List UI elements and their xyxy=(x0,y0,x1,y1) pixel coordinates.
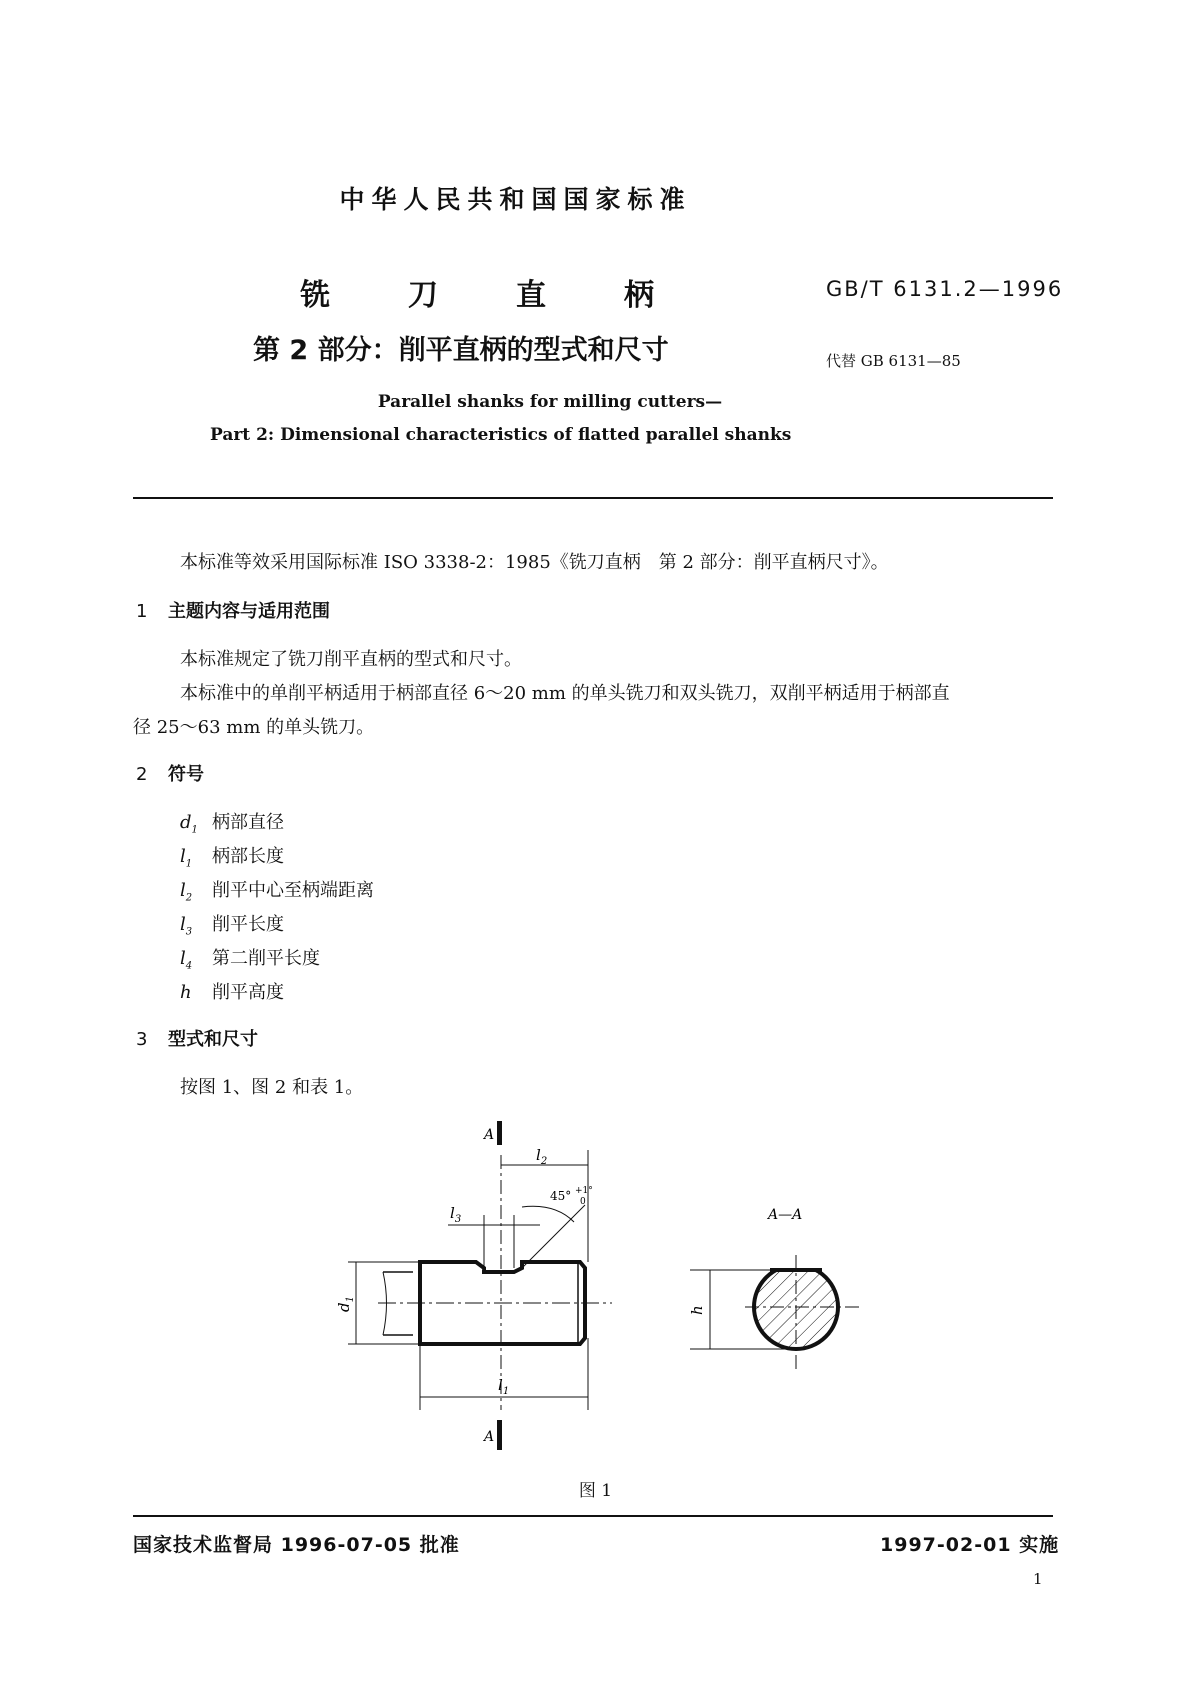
symbol-item: $l_4$ 第二削平长度 xyxy=(180,948,320,972)
page-number: 1 xyxy=(1033,1570,1043,1588)
section-3-paragraph: 按图 1、图 2 和表 1。 xyxy=(180,1077,364,1098)
angle-label: 45° xyxy=(550,1189,572,1203)
section-arrow-top xyxy=(497,1121,502,1145)
title-char: 铣 xyxy=(300,278,330,313)
symbol-item: h 削平高度 xyxy=(180,982,284,1003)
english-title-line2: Part 2: Dimensional characteristics of flatted parallel shanks xyxy=(210,425,792,445)
section-title: 主题内容与适用范围 xyxy=(168,601,330,622)
label-l2: $l_2$ xyxy=(536,1146,548,1167)
section-number: 1 xyxy=(136,601,148,622)
approval-note: 国家技术监督局 1996-07-05 批准 xyxy=(133,1534,460,1556)
standard-number: GB/T 6131.2—1996 xyxy=(826,277,1064,301)
angle-arc xyxy=(522,1206,574,1222)
angle-line xyxy=(522,1205,585,1268)
section-title: 型式和尺寸 xyxy=(168,1029,258,1050)
section-1-paragraph-1: 本标准规定了铣刀削平直柄的型式和尺寸。 xyxy=(180,649,522,670)
label-l1: $l_1$ xyxy=(498,1376,510,1397)
title-char: 直 xyxy=(516,278,546,313)
section-mark-top: A xyxy=(484,1127,495,1143)
symbol-item: $l_1$ 柄部长度 xyxy=(180,846,284,870)
section-1-paragraph-2-cont: 径 25～63 mm 的单头铣刀。 xyxy=(133,717,375,738)
section-1-paragraph-2: 本标准中的单削平柄适用于柄部直径 6～20 mm 的单头铣刀和双头铣刀，双削平柄适用于柄部直 xyxy=(180,683,950,704)
section-number: 2 xyxy=(136,764,148,785)
label-d1: $d_1$ xyxy=(335,1296,356,1312)
replaces-note: 代替 GB 6131—85 xyxy=(826,352,961,370)
title-char: 刀 xyxy=(408,278,438,313)
intro-paragraph: 本标准等效采用国际标准 ISO 3338-2：1985《铣刀直柄 第 2 部分：削平直柄尺寸》。 xyxy=(180,552,889,573)
label-l3: $l_3$ xyxy=(450,1204,462,1225)
english-title-line1: Parallel shanks for milling cutters— xyxy=(377,392,723,412)
angle-tol-upper: +1° xyxy=(575,1186,593,1196)
title-subtitle: 第 2 部分：削平直柄的型式和尺寸 xyxy=(253,335,669,366)
symbol-item: $l_2$ 削平中心至柄端距离 xyxy=(180,880,374,904)
implementation-date: 1997-02-01 实施 xyxy=(880,1534,1060,1556)
symbol-item: $l_3$ 削平长度 xyxy=(180,914,284,938)
section-mark-bottom: A xyxy=(484,1429,495,1445)
figure-caption: 图 1 xyxy=(578,1481,613,1501)
footer-divider xyxy=(133,1515,1053,1517)
section-number: 3 xyxy=(136,1029,148,1050)
section-title: 符号 xyxy=(168,764,204,785)
label-h: h xyxy=(688,1305,706,1315)
section-view-label: A—A xyxy=(768,1207,803,1223)
section-arrow-bottom xyxy=(497,1420,502,1450)
symbol-item: $d_1$ 柄部直径 xyxy=(180,812,284,836)
angle-tol-lower: 0 xyxy=(580,1197,586,1207)
national-standard-header: 中华人民共和国国家标准 xyxy=(339,185,692,214)
title-char: 柄 xyxy=(624,278,654,313)
